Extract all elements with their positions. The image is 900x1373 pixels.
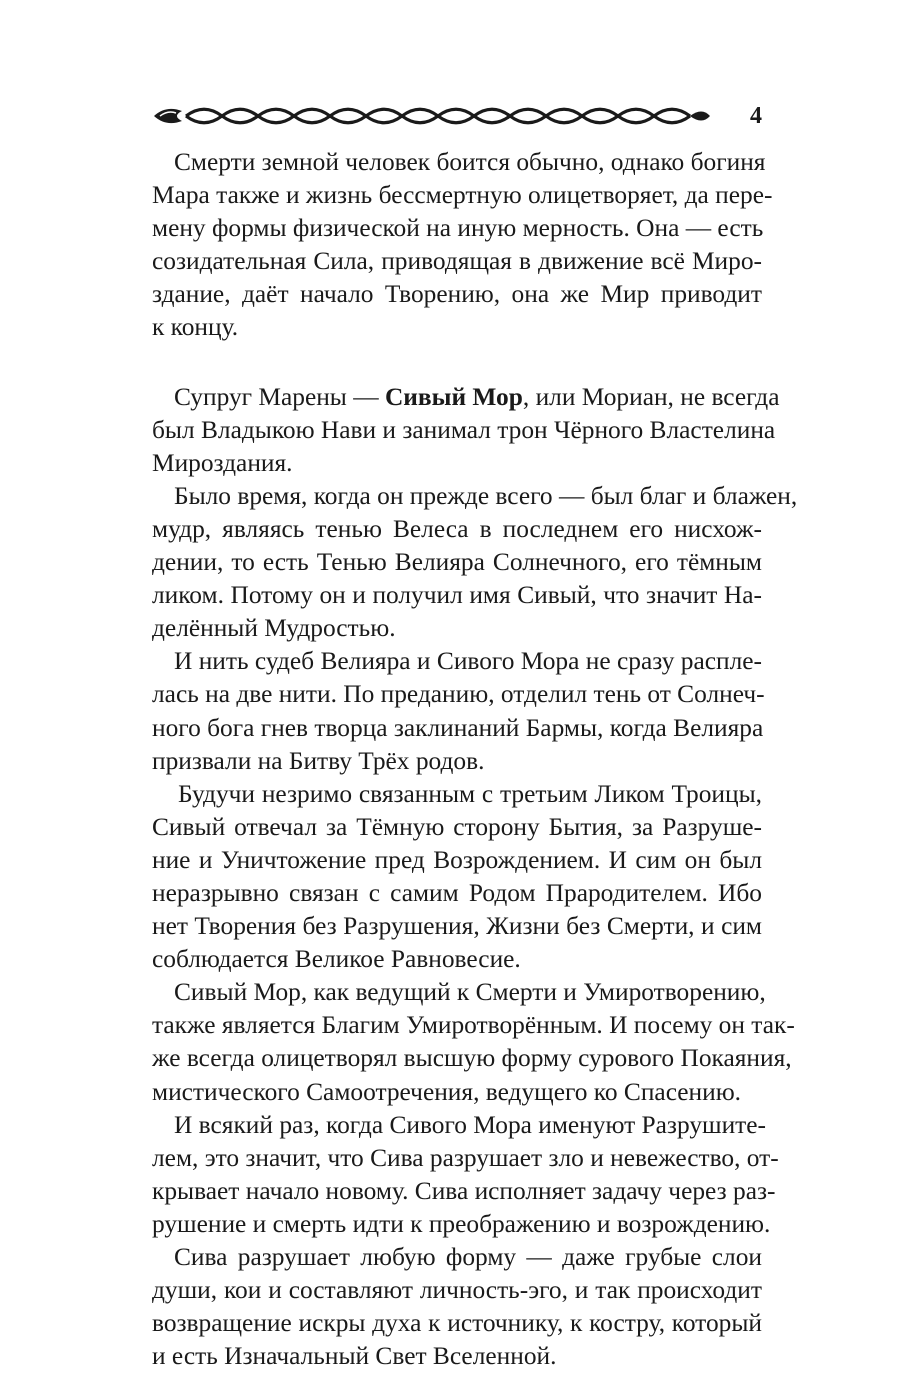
text-line: здание, даёт начало Творению, она же Мир приводит	[152, 280, 762, 309]
text-line: также является Благим Умиротворённым. И посему он так-	[152, 1011, 795, 1040]
paragraph-7	[152, 1109, 779, 1241]
text-line: Сива разрушает любую форму — даже грубые слои	[174, 1243, 762, 1271]
text-run: , или Мориан, не всегда	[522, 382, 780, 411]
text-line: души, кои и составляют личность-эго, и так происходит	[152, 1276, 762, 1305]
paragraph-6	[152, 976, 795, 1108]
text-line: мену формы физической на иную мерность. Она — есть	[152, 214, 764, 243]
text-line: лась на две нити. По преданию, отделил тень от Солнеч-	[152, 680, 765, 709]
paragraph-2	[152, 381, 780, 480]
text-line: к концу.	[152, 313, 239, 342]
text-line	[152, 381, 780, 414]
bold-term: Сивый Мор	[384, 382, 523, 411]
text-line: рушение и смерть идти к преображению и возрождению.	[152, 1209, 771, 1238]
text-line: был Владыкою Нави и занимал трон Чёрного Властелина	[152, 415, 776, 444]
text-line: Будучи незримо связанным с третьим Ликом Троицы,	[178, 779, 762, 808]
text-line: неразрывно связан с самим Родом Прародителем. Ибо	[152, 878, 762, 907]
paragraph-1	[152, 146, 773, 345]
text-line: ного бога гнев творца заклинаний Бармы, когда Велияра	[152, 713, 764, 742]
text-line: мистического Самоотречения, ведущего ко Спасению.	[152, 1077, 742, 1106]
text-line: возвращение искры духа к источнику, к костру, который	[152, 1309, 762, 1338]
text-line: ние и Уничтожение пред Возрождением. И сим он был	[152, 845, 762, 874]
paragraph-3	[152, 480, 798, 645]
paragraph-8	[152, 1241, 762, 1373]
text-line: нет Творения без Разрушения, Жизни без Смерти, и сим	[152, 912, 762, 941]
ornament-divider-icon	[152, 101, 712, 131]
text-line: Мара также и жизнь бессмертную олицетворяет, да пере-	[152, 181, 773, 210]
text-line: Было время, когда он прежде всего — был благ и блажен,	[174, 481, 798, 510]
text-run: Супруг Марены —	[174, 382, 385, 411]
text-line: Смерти земной человек боится обычно, однако богиня	[174, 148, 766, 176]
page-number: 4	[750, 103, 762, 129]
text-line: призвали на Битву Трёх родов.	[152, 746, 485, 775]
text-line: мудр, являясь тенью Велеса в последнем его нисхож-	[152, 514, 762, 543]
text-line: дении, то есть Тенью Велияра Солнечного, его тёмным	[152, 548, 762, 577]
body-text	[152, 146, 798, 1373]
text-line: И нить судеб Велияра и Сивого Мора не сразу расплe-	[174, 647, 762, 676]
text-line: ликом. Потому он и получил имя Сивый, что значит На-	[152, 581, 762, 610]
text-line: делённый Мудростью.	[152, 614, 396, 643]
paragraph-4	[152, 645, 765, 777]
text-line: лем, это значит, что Сива разрушает зло и невежество, от-	[152, 1143, 779, 1172]
text-line: созидательная Сила, приводящая в движение всё Миро-	[152, 247, 762, 276]
paragraph-5	[152, 778, 762, 977]
text-line: Мироздания.	[152, 448, 293, 477]
running-header	[152, 98, 762, 134]
text-line: же всегда олицетворял высшую форму сурового Покаяния,	[152, 1044, 792, 1073]
text-line: и есть Изначальный Свет Вселенной.	[152, 1342, 557, 1371]
text-line: Сивый отвечал за Тёмную сторону Бытия, за Разруше-	[152, 812, 762, 841]
text-line: Сивый Мор, как ведущий к Смерти и Умиротворению,	[174, 978, 766, 1007]
text-line: крывает начало новому. Сива исполняет задачу через раз-	[152, 1176, 776, 1205]
text-line: И всякий раз, когда Сивого Мора именуют Разрушите-	[174, 1110, 766, 1139]
text-line: соблюдается Великое Равновесие.	[152, 945, 521, 974]
